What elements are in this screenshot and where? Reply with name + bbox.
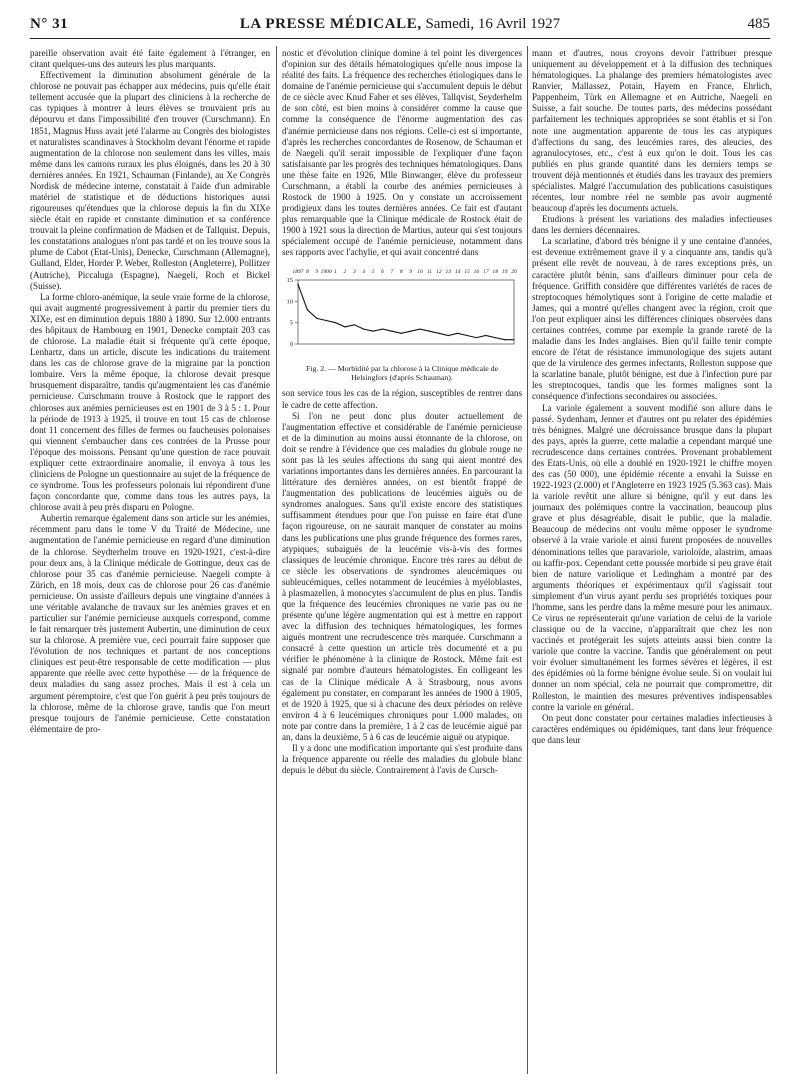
page-number: 485 (747, 16, 770, 32)
data-point (401, 333, 402, 334)
paragraph: La variole également a souvent modifié son allure dans le passé. Sydenham, Jenner et d'autres ont pu relater des épidémies très bénignes. Malgré une décroissance brusque dans la plupart des pays, après la guerre, cette maladie a cependant marqué une recrudescence dans certaines contrées. Provenant probablement des Etats-Unis, où elle a doublé en 1920-1921 le chiffre moyen des cas (50 000), une épidémie récente a envahi la Suisse en 1922-1923 (2.000) et l'Angleterre en 1923 1925 (5.363 cas). Mais la variole revêtit une allure si bénigne, qu'il y eut dans les journaux des polémiques contre la vaccination, beaucoup plus grave et plus désagréable, disait le public, que la maladie. Beaucoup de médecins ont voulu même opposer le syndrome observé à la vraie variole et ainsi furent proposées de nouvelles dénominations telles que paravariole, varioloïde, alastrim, amaas ou kaffir-pox. Cependant cette poussée morbide si peu grave était bien de nature variolique et Ledingham a montré par des arguments théoriques et expérimentaux qu'il s'agissait tout simplement d'un virus ayant perdu ses propriétés toxiques pour l'homme, sans les perdre dans la même mesure pour les animaux. Ce virus ne représenterait qu'une variation de celui de la variole classique ou de la vaccine, n'apparaîtrait que chez les non vaccinés et protégerait les sujets atteints aussi bien contre la variole que contre la vaccine. Tandis que généralement on peut voir évoluer simultanément les formes sévères et légères, il est des épidémies où la forme bénigne évolue seule. Si on voulait lui donner un nom spécial, cela ne pourrait que compromettre, dit Rolleston, le maintien des mesures préventives indispensables contre la variole en général. (532, 402, 772, 712)
x-tick-label: 11 (426, 269, 433, 276)
x-tick-label: 19 (501, 269, 508, 276)
x-tick-label: 7 (390, 269, 394, 276)
publication-name: LA PRESSE MÉDICALE, (239, 16, 422, 32)
data-point (297, 284, 298, 285)
data-point (476, 337, 477, 338)
paragraph: La scarlatine, d'abord très bénigne il y une centaine d'années, est devenue extrêmement grave il y a cinquante ans, tandis qu'à présent elle revêt de nouveau, à de rares exceptions près, un caractère plutôt bénin, sans d'ailleurs diminuer pour cela de fréquence. Griffith considère que différentes variétés de races de streptocoques hémolytiques sont à l'origine de cette maladie et James, qui a montré qu'elles changent avec la région, croit que l'on peut expliquer ainsi les différences cliniques observées dans certaines contrées, comme par exemple la grande rareté de la maladie dans les Indes anglaises. Bien qu'il faille tenir compte encore de l'état de résistance immunologique des sujets autant que de la virulence des germes infectants, Rolleston suppose que la scarlatine banale, plutôt bénigne, est due à l'infection pure par les streptocoques, tandis que les formes malignes sont la conséquence d'infections secondaires ou associées. (532, 236, 772, 402)
x-tick-label: 1897 (292, 269, 304, 276)
x-tick-label: 12 (436, 269, 442, 276)
data-point (373, 331, 374, 332)
series-line (298, 285, 514, 340)
data-point (495, 337, 496, 338)
x-tick-label: 10 (417, 269, 423, 276)
data-point (326, 320, 327, 321)
x-tick-label: 13 (445, 269, 452, 276)
y-tick-label: 15 (286, 277, 293, 285)
x-tick-label: 17 (483, 269, 489, 276)
issue-date: Samedi, 16 Avril 1927 (425, 16, 561, 32)
text-column-left (30, 48, 270, 1072)
y-tick-label: 5 (289, 320, 293, 328)
paragraph: Aubertin remarque également dans son article sur les anémies, récemment paru dans le tome V du Traité de Médecine, une augmentation de l'anémie pernicieuse en regard d'une diminution de la chlorose. Seydterhelm trouve en 1920-1921, c'est-à-dire pour deux ans, à la Clinique médicale de Gottingue, deux cas de chlorose pour 35 cas d'anémie pernicieuse. Naegeli compte à Zürich, en 18 mois, deux cas de chlorose pour 26 cas d'anémie pernicieuse. On assiste d'ailleurs depuis une vingtaine d'années à une véritable avalanche de travaux sur les anémies graves et en particulier sur l'anémie pernicieuse auxquels correspond, comme le fait remarquer très justement Aubertin, une diminution de ceux sur la chlorose. A première vue, ceci pourrait faire supposer que l'évolution de nos techniques et partant de nos conceptions cliniques est peut-être responsable de cette modification — plus apparente que réelle avec cette hypothèse — de la fréquence de deux maladies du sang assez proches. Mais il est à cela un argument péremptoire, c'est que l'on guérit à peu près toujours de la chlorose, même de la chlorose grave, tandis que l'on meurt presque toujours de l'anémie pernicieuse. Cette constatation élémentaire de pro- (30, 513, 270, 734)
data-point (316, 318, 317, 319)
morbidity-chart (282, 262, 522, 362)
paragraph: Il y a donc une modification importante qui s'est produite dans la fréquence apparente ou réelle des maladies du globule blanc depuis le début du siècle. Contrairement à l'avis de Cursch- (282, 742, 522, 776)
x-tick-label: 8 (399, 269, 403, 276)
data-point (513, 340, 514, 341)
paragraph: son service tous les cas de la région, susceptibles de rentrer dans le cadre de cette affection. (282, 388, 522, 410)
paragraph: La forme chloro-anémique, la seule vraie forme de la chlorose, qui avait augmenté progressivement à partir du premier tiers du XIXe, est en diminution depuis 1880 à 1890. Sur 12.000 entrants des hôpitaux de Hambourg en 1901, Denecke comptait 203 cas de chlorose. La maladie était si fréquente qu'à cette époque, Lenhartz, dans un article, discute les indications du traitement dans les cas de chlorose grave de la migraine par la ponction lombaire. Vers la même époque, la chlorose devait presque brusquement disparaître, tandis qu'augmentaient les cas d'anémie pernicieuse. Curschmann trouve à Rostock que le rapport des chloroses aux anémies pernicieuses est en 1901 de 3 à 5 : 1. Pour la période de 1913 à 1925, il trouve en tout 15 cas de chlorose dont 11 concernent des filles de fermes ou faucheuses polonaises qui viennent s'embaucher dans ces contrées de la Prusse pour l'époque des moissons. Pensant qu'une question de race pouvait expliquer cette extraordinaire anomalie, il envoya à tous les cliniciens de Pologne un questionnaire au sujet de la fréquence de ce syndrome. Tous les professeurs polonais lui répondirent d'une façon concordante que, comme dans tous les autres pays, la chlorose avait à peu près disparu en Pologne. (30, 291, 270, 513)
x-tick-label: 9 (315, 269, 319, 276)
paragraph: Effectivement la diminution absolument générale de la chlorose ne pouvait pas échapper aux médecins, puis qu'elle était tellement accusée que la plupart des cliniciens à la recherche de cas typiques à montrer à leurs élèves se trouvaient pris au dépourvu et dans l'impossibilité d'en trouver (Curschmann). En 1851, Magnus Huss avait jeté l'alarme au Congrès des biologistes et naturalistes scandinaves à Stockholm devant l'énorme et rapide augmentation de la chlorose non seulement dans les villes, mais même dans les cantons ruraux les plus éloignés, dans les 20 à 30 dernières années. En 1921, Schauman (Finlande), au Xe Congrès Nordisk de médecine interne, constatait à l'aide d'un admirable matériel de statistique et de déductions historiques aussi rigoureuses qu'étendues que la chlorose depuis la fin du XIXe siècle était en rapide et constante diminution et sa conférence trouvait la pleine confirmation de Madsen et de Tallquist. Depuis, les constatations analogues n'ont pas tardé et on les trouve sous la plume de Cabot (Etat-Unis), Denecke, Curschmann (Allemagne), Gulland, Elder, Horder P. Weber, Rolleston (Angleterre), Pollitzer (Autriche), Piccaluga (Espagne), Naegeli, Roch et Bickel (Suisse). (30, 70, 270, 291)
data-point (410, 331, 411, 332)
data-point (391, 331, 392, 332)
column-divider (527, 46, 528, 1074)
paragraph: On peut donc constater pour certaines maladies infectieuses à caractères endémiques ou épidémiques, tant dans leur fréquence que dans leur (532, 712, 772, 745)
data-point (466, 335, 467, 336)
x-tick-label: 1900 (320, 269, 332, 276)
x-tick-label: 15 (464, 269, 470, 276)
x-tick-label: 5 (371, 269, 375, 276)
data-point (457, 333, 458, 334)
x-tick-label: 20 (511, 269, 517, 276)
data-point (504, 340, 505, 341)
figure (282, 262, 522, 382)
data-point (429, 331, 430, 332)
data-point (419, 329, 420, 330)
data-point (307, 310, 308, 311)
data-point (354, 325, 355, 326)
paragraph: Etudions à présent les variations des maladies infectieuses dans les derniers décennaires. (532, 214, 772, 236)
data-point (448, 335, 449, 336)
paragraph: nostic et d'évolution clinique domine à tel point les divergences d'opinion sur des détails hématologiques qu'elle nous impose la réalité des faits. La fréquence des recherches étiologiques dans le domaine de l'anémie pernicieuse qui s'accumulent depuis le début de ce siècle avec Knud Faber et ses élèves, Tallqvist, Seyderhelm de son côté, est bien moins à considérer comme la cause que comme la conséquence de l'énorme augmentation des cas d'anémie pernicieuse dans nos régions. Celle-ci est si importante, d'après les recherches concordantes de Rosenow, de Schauman et de Naegeli qu'il serait impossible de l'expliquer d'une façon satisfaisante par les progrès des techniques hématologiques. Dans une thèse faite en 1926, Mlle Binwanger, élève du professeur Curschmann, a établi la courbe des anémies pernicieuses à Rostock de 1900 à 1925. On y constate un accroissement prodigieux dans les toutes dernières années. Ce fait est d'autant plus remarquable que la Clinique médicale de Rostock était de 1900 à 1921 sous la direction de Martius, auteur qui s'est toujours spécialement occupé de l'anémie pernicieuse, notamment dans ses rapports avec l'achylie, et qui avait concentré dans (282, 48, 522, 258)
data-point (485, 335, 486, 336)
issue-number: N° 31 (30, 16, 69, 32)
text-column-middle (282, 48, 522, 1072)
data-point (363, 329, 364, 330)
x-tick-label: 2 (343, 269, 347, 276)
y-tick-label: 0 (289, 341, 293, 349)
plot-frame (298, 280, 514, 344)
paragraph: pareille observation avait été faite également à l'étranger, en citant quelques-uns des auteurs les plus marquants. (30, 48, 270, 70)
x-tick-label: 8 (305, 269, 309, 276)
x-tick-label: 3 (352, 269, 356, 276)
paragraph: mann et d'autres, nous croyons devoir l'attribuer presque uniquement au développement et à la diffusion des techniques hématologiques. La phalange des premiers hématologistes avec Ranvier, Mallassez, Potain, Hayem en France, Ehrlich, Pappenheim, Türk en Allemagne et en Autriche, Naegeli en Suisse, a fait souche. De toutes parts, des médecins possédant parfaitement les techniques appropriées se sont établis et si l'on note une augmentation apparente de tous les cas atypiques d'affections du sang, des leucémies rares, des aleucies, des agranulocytoses, etc., c'est à eux qu'on le doit. Tous les cas publiés en plus grande quantité dans les derniers temps se trouvent déjà mentionnés et étudiés dans les travaux des premiers spécialistes. Malgré l'accumulation des publications casuistiques récentes, leur nombre réel ne semble pas avoir augmenté beaucoup d'après les documents actuels. (532, 48, 772, 214)
paragraph: Si l'on ne peut donc plus douter actuellement de l'augmentation effective et considérable de l'anémie pernicieuse et de la diminution au moins aussi étonnante de la chlorose, on doit se rendre à l'évidence que ces maladies du globule rouge ne sont pas là les seules affections du sang qui aient montré des variations importantes dans les dernières années. En parcourant la littérature des dernières années, on est bientôt frappé de l'augmentation des publications de leucémies aiguës ou de syndromes analogues. Sans qu'il existe encore des statistiques suffisamment étendues pour que l'on puisse en faire état d'une façon rigoureuse, on ne saurait manquer de constater au moins dans les publications une plus grande fréquence des formes rares, atypiques, subaiguës de la leucémie vis-à-vis des formes classiques de leucémie chronique. Encore très rares au début de ce siècle les observations de syndromes aleucémiques ou subleucémiques, celles notamment de leucémies à myéloblastes, à plasmazellen, à monocytes s'accumulent de plus en plus. Tandis que la fréquence des leucémies chroniques ne varie pas ou ne présente qu'une légère augmentation qui est à mettre en rapport avec la diffusion des techniques hématologiques, les formes aiguës montrent une recrudescence très marquée. Curschmann a consacré à cette question un article très documenté et a pu vérifier le phénomène à la clinique de Rostock. Même fait est signalé par nombre d'auteurs hématologistes. En colligeant les cas de la Clinique médicale A à Strasbourg, nous avons également pu constater, en comparant les années de 1900 à 1905, et de 1920 à 1925, que si à chacune des deux périodes on relève environ 4 à 6 leucémiques chroniques pour 1.000 malades, on note par contre dans la première, 1 à 2 cas de leucémie aiguë par an, dans la deuxième, 5 à 6 cas de leucémie aiguë ou atypique. (282, 410, 522, 742)
x-tick-label: 9 (409, 269, 413, 276)
x-tick-label: 6 (381, 269, 384, 276)
data-point (438, 333, 439, 334)
column-divider (276, 46, 277, 1074)
data-point (335, 323, 336, 324)
x-tick-label: 14 (454, 269, 461, 276)
x-tick-label: 1 (334, 269, 337, 276)
y-tick-label: 10 (286, 298, 293, 306)
running-title (30, 16, 770, 33)
text-column-right (532, 48, 772, 1072)
data-point (344, 327, 345, 328)
x-tick-label: 4 (362, 269, 366, 276)
x-tick-label: 18 (492, 269, 499, 276)
data-point (382, 329, 383, 330)
page-header (30, 14, 770, 39)
figure-caption: Fig. 2. — Morbidité par la chlorose à la Clinique médicale de Helsingfors (d'après Schauman). (305, 364, 499, 383)
x-tick-label: 16 (473, 269, 480, 276)
